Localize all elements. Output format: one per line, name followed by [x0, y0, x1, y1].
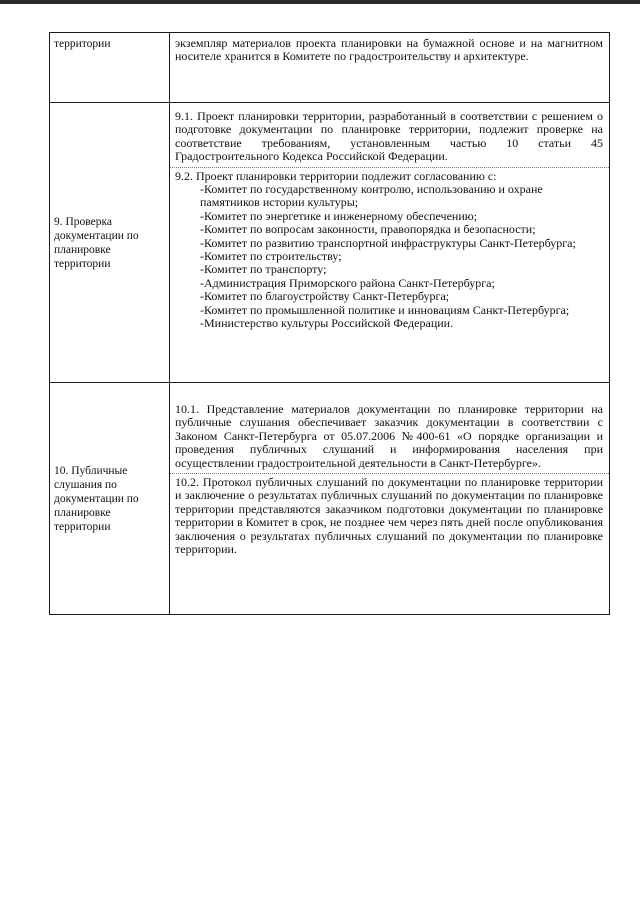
row-label: 10. Публичные слушания по документации по планировке территории [54, 464, 139, 533]
row-label-cell [50, 33, 170, 103]
list-item: -Комитет по государственному контролю, использованию и охране памятников истории культуры; [200, 182, 543, 210]
paragraph-9-2: 9.2. Проект планировки территории подлежит согласованию с: [175, 168, 497, 183]
storage-paragraph: экземпляр материалов проекта планировки на бумажной основе и на магнитном носителе хранится в Комитете по градостроительству и архитектуре. [175, 36, 603, 64]
list-item: -Комитет по благоустройству Санкт-Петербурга; [200, 289, 450, 304]
table-row [50, 103, 610, 383]
row-content-cell [170, 33, 610, 103]
row-content-cell [170, 103, 610, 383]
row-label: территории [54, 38, 111, 50]
table-row [50, 383, 610, 615]
paragraph-9-1: 9.1. Проект планировки территории, разработанный в соответствии с решением о подготовке документации по планировке территории, подлежит проверке на соответствие требованиям, установленным частью 10 статьи 45 Градостроительного Кодекса Российской Федерации. [175, 109, 603, 164]
list-item: -Комитет по энергетике и инженерному обеспечению; [200, 208, 478, 223]
row-label-cell [50, 383, 170, 615]
list-item: -Комитет по строительству; [200, 249, 342, 264]
paragraph-10-1: 10.1. Представление материалов документации по планировке территории на публичные слушания обеспечивает заказчик документации в соответствии с Законом Санкт-Петербурга от 05.07.2006 №400-61 «О порядке организации и проведения публичных слушаний и информирования населения при осуществлении градостроительной деятельности в Санкт-Петербурге». [175, 402, 603, 470]
list-item: -Комитет по развитию транспортной инфраструктуры Санкт-Петербурга; [200, 235, 576, 250]
list-item: -Комитет по транспорту; [200, 262, 327, 277]
page-top-edge [0, 0, 640, 4]
table-row [50, 33, 610, 103]
dotted-separator [170, 167, 609, 168]
row-label-cell [50, 103, 170, 383]
row-label: 9. Проверка документации по планировке территории [54, 215, 139, 270]
row-content-cell [170, 383, 610, 615]
paragraph-10-2: 10.2. Протокол публичных слушаний по документации по планировке территории и заключение о результатах публичных слушаний по документации по планировке территории представляются заказчиком подготовки документации по планировке территории в Комитет в срок, не позднее чем через пять дней после опубликования заключения о результатах публичных слушаний по документации по планировке территории. [175, 475, 603, 557]
list-item: -Администрация Приморского района Санкт-Петербурга; [200, 275, 495, 290]
list-item: -Комитет по промышленной политике и инновациям Санкт-Петербурга; [200, 302, 570, 317]
list-item: -Министерство культуры Российской Федерации. [200, 316, 454, 331]
list-item: -Комитет по вопросам законности, правопорядка и безопасности; [200, 222, 536, 237]
dotted-separator [170, 473, 609, 474]
requirements-table [49, 32, 610, 615]
